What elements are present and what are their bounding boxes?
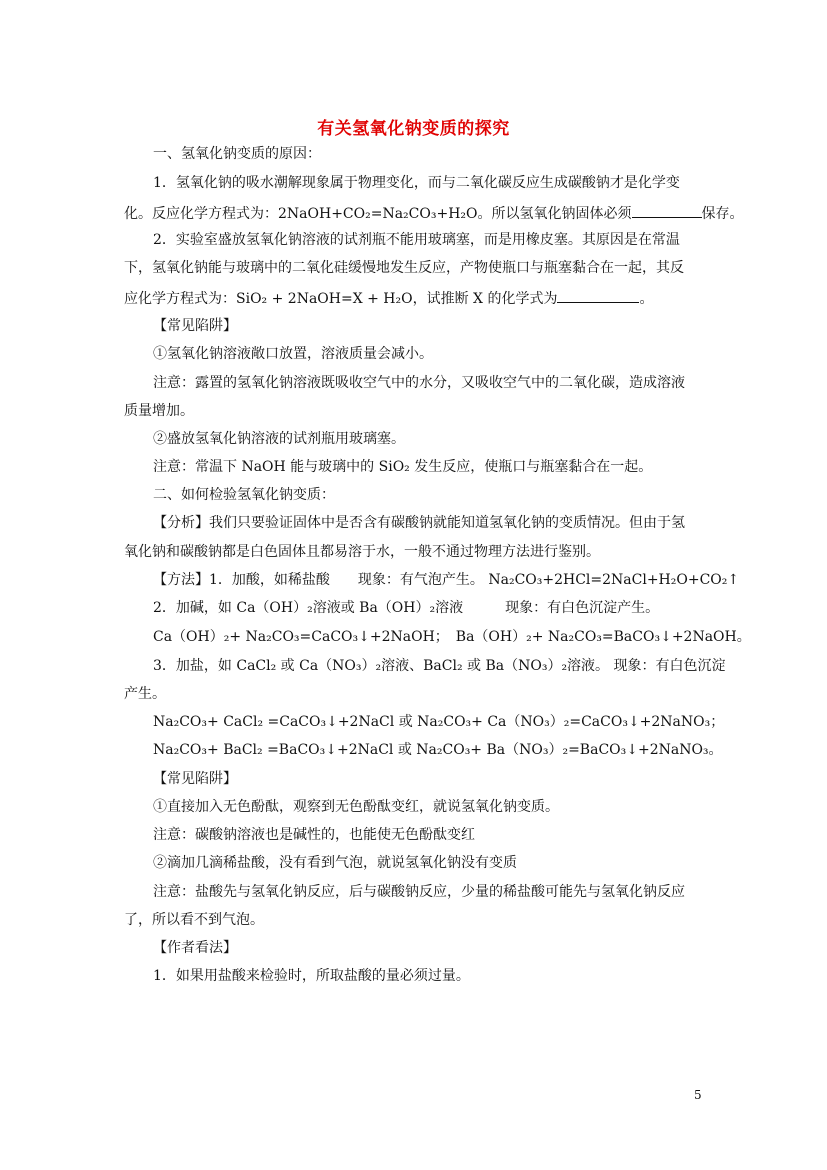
paragraph-1-line-1: 1．氢氧化钠的吸水潮解现象属于物理变化，而与二氧化碳反应生成碳酸钠才是化学变 [153,175,680,191]
method-3-line-2: 产生。 [124,686,166,702]
answer-blank-2[interactable] [557,288,639,303]
page-title: 有关氢氧化钠变质的探究 [317,119,510,139]
paragraph-2-line-3-text: 应化学方程式为：SiO₂ + 2NaOH=X + H₂O，试推断 X 的化学式为 [124,291,558,307]
paragraph-1-line-2 [124,203,744,223]
author-view-heading: 【作者看法】 [153,940,237,956]
note-1-line-1: 注意：露置的氢氧化钠溶液既吸收空气中的水分，又吸收空气中的二氧化碳，造成溶液 [153,375,685,391]
paragraph-2-line-3-end: 。 [639,291,654,307]
paragraph-2-line-2: 下，氢氧化钠能与玻璃中的二氧化硅缓慢地发生反应，产物使瓶口与瓶塞黏合在一起，其反 [124,260,684,276]
paragraph-2-line-1: 2．实验室盛放氢氧化钠溶液的试剂瓶不能用玻璃塞，而是用橡皮塞。其原因是在常温 [153,232,680,248]
note-3: 注意：碳酸钠溶液也是碱性的，也能使无色酚酞变红 [153,827,475,843]
trap-1-item-a: ①氢氧化钠溶液敞口放置，溶液质量会减小。 [153,346,433,362]
paragraph-2-line-3 [124,288,653,308]
trap-2-heading: 【常见陷阱】 [153,771,237,787]
note-4-line-1: 注意：盐酸先与氢氧化钠反应，后与碳酸钠反应，少量的稀盐酸可能先与氢氧化钠反应 [153,884,685,900]
trap-1-item-b: ②盛放氢氧化钠溶液的试剂瓶用玻璃塞。 [153,431,405,447]
note-1-line-2: 质量增加。 [124,403,194,419]
paragraph-1-line-2-end: 保存。 [701,206,744,222]
section-2-heading: 二、如何检验氢氧化钠变质： [153,487,335,503]
paragraph-1-line-2-text: 化。反应化学方程式为：2NaOH+CO₂=Na₂CO₃+H₂O。所以氢氧化钠固体必须 [124,206,632,222]
analysis-line-1: 【分析】我们只要验证固体中是否含有碳酸钠就能知道氢氧化钠的变质情况。但由于氢 [153,515,685,531]
section-1-heading: 一、氢氧化钠变质的原因： [153,146,321,162]
method-2: 2．加碱，如 Ca（OH）₂溶液或 Ba（OH）₂溶液 现象：有白色沉淀产生。 [153,600,660,616]
analysis-line-2: 氧化钠和碳酸钠都是白色固体且都易溶于水，一般不通过物理方法进行鉴别。 [124,544,600,560]
answer-blank-1[interactable] [632,203,702,218]
trap-2-item-b: ②滴加几滴稀盐酸，没有看到气泡，就说氢氧化钠没有变质 [153,855,517,871]
equation-2: Ca（OH）₂+ Na₂CO₃=CaCO₃↓+2NaOH； Ba（OH）₂+ Na₂CO₃=BaCO₃↓+2NaOH。 [153,629,751,645]
trap-1-heading: 【常见陷阱】 [153,318,237,334]
equation-3b: Na₂CO₃+ BaCl₂ =BaCO₃↓+2NaCl 或 Na₂CO₃+ Ba（NO₃）₂=BaCO₃↓+2NaNO₃。 [153,742,723,758]
page-number: 5 [694,1088,702,1102]
equation-3a: Na₂CO₃+ CaCl₂ =CaCO₃↓+2NaCl 或 Na₂CO₃+ Ca（NO₃）₂=CaCO₃↓+2NaNO₃； [153,714,725,730]
note-4-line-2: 了，所以看不到气泡。 [124,912,264,928]
note-2: 注意：常温下 NaOH 能与玻璃中的 SiO₂ 发生反应，使瓶口与瓶塞黏合在一起。 [153,459,653,475]
author-view-item-1: 1．如果用盐酸来检验时，所取盐酸的量必须过量。 [153,968,470,984]
method-1: 【方法】1．加酸，如稀盐酸 现象：有气泡产生。 Na₂CO₃+2HCl=2NaCl+H₂O+CO₂↑ [153,572,740,588]
trap-2-item-a: ①直接加入无色酚酞，观察到无色酚酞变红，就说氢氧化钠变质。 [153,799,559,815]
method-3-line-1: 3．加盐，如 CaCl₂ 或 Ca（NO₃）₂溶液、BaCl₂ 或 Ba（NO₃）₂溶液。 现象：有白色沉淀 [153,658,726,674]
